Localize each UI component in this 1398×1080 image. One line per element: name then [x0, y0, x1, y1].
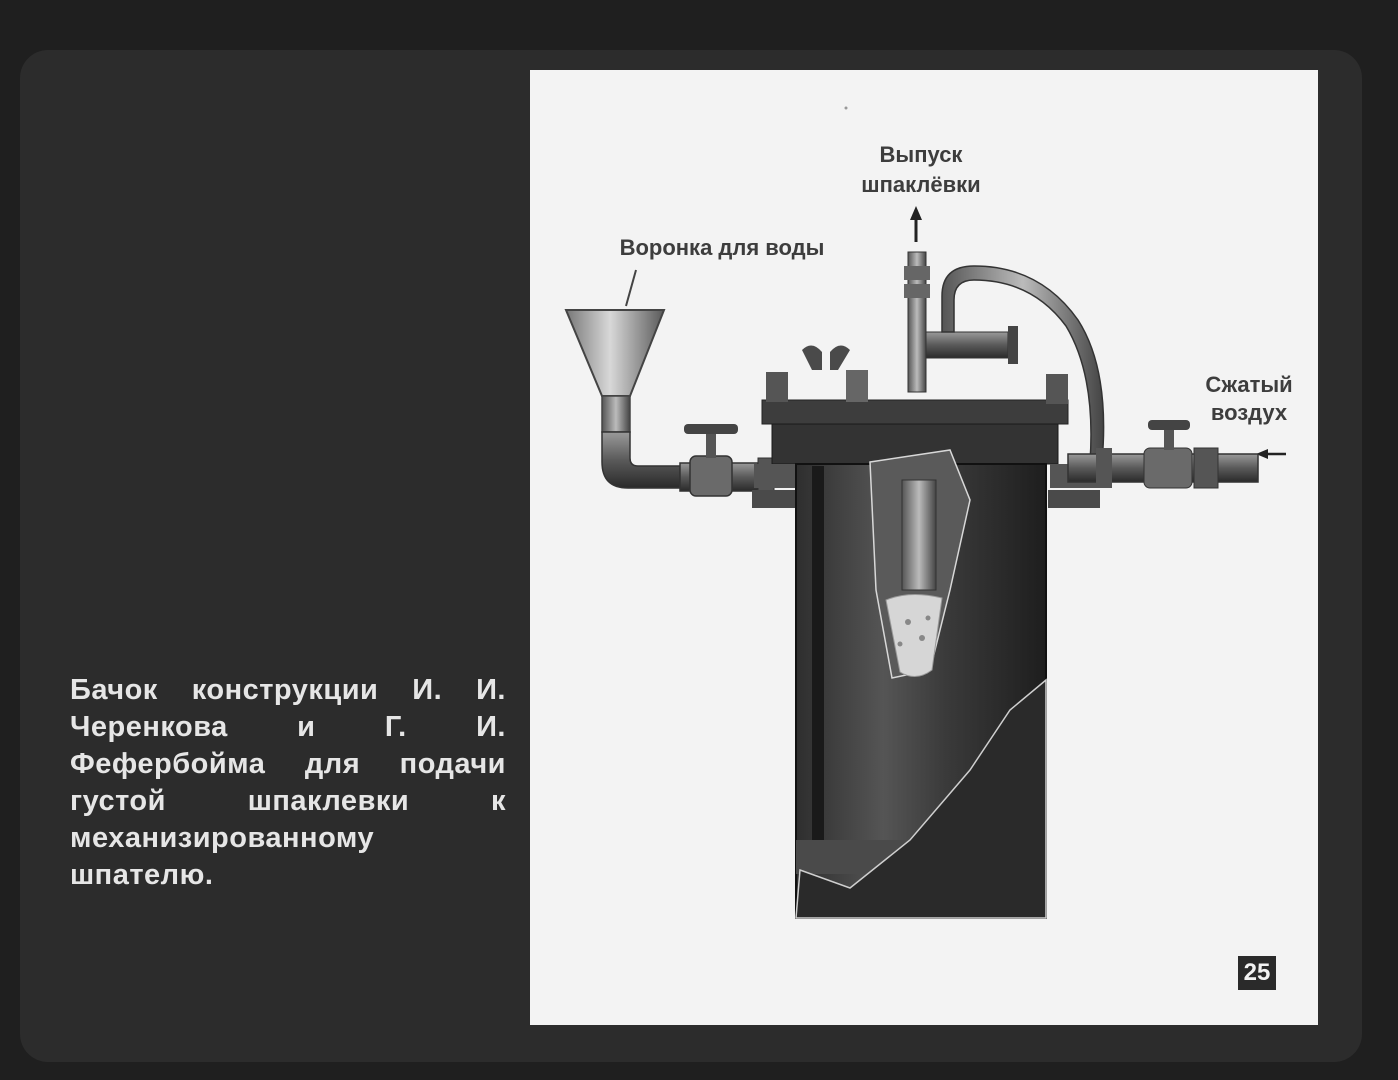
dust-speck: [845, 107, 848, 110]
outlet-label-line2: шпаклёвки: [861, 172, 981, 197]
air-label-line2: воздух: [1210, 400, 1288, 425]
funnel-pointer: [626, 270, 636, 306]
slide-number-badge: 25: [1238, 956, 1276, 990]
slide-caption: Бачок конструкции И. И. Черенкова и Г. И. Фефербойма для подачи густой шпаклевки к механизированному шпателю.: [70, 674, 506, 891]
funnel-label: Воронка для воды: [619, 235, 825, 260]
diagram-panel: [530, 70, 1318, 1025]
funnel: [566, 310, 680, 488]
outlet-arrow-icon: [910, 206, 922, 242]
air-label-line1: Сжатый: [1205, 372, 1293, 397]
air-arrow-icon: [1256, 449, 1286, 459]
outlet-label-line1: Выпуск: [879, 142, 963, 167]
tank-diagram: [530, 70, 1318, 1025]
tank-body: [796, 450, 1046, 918]
